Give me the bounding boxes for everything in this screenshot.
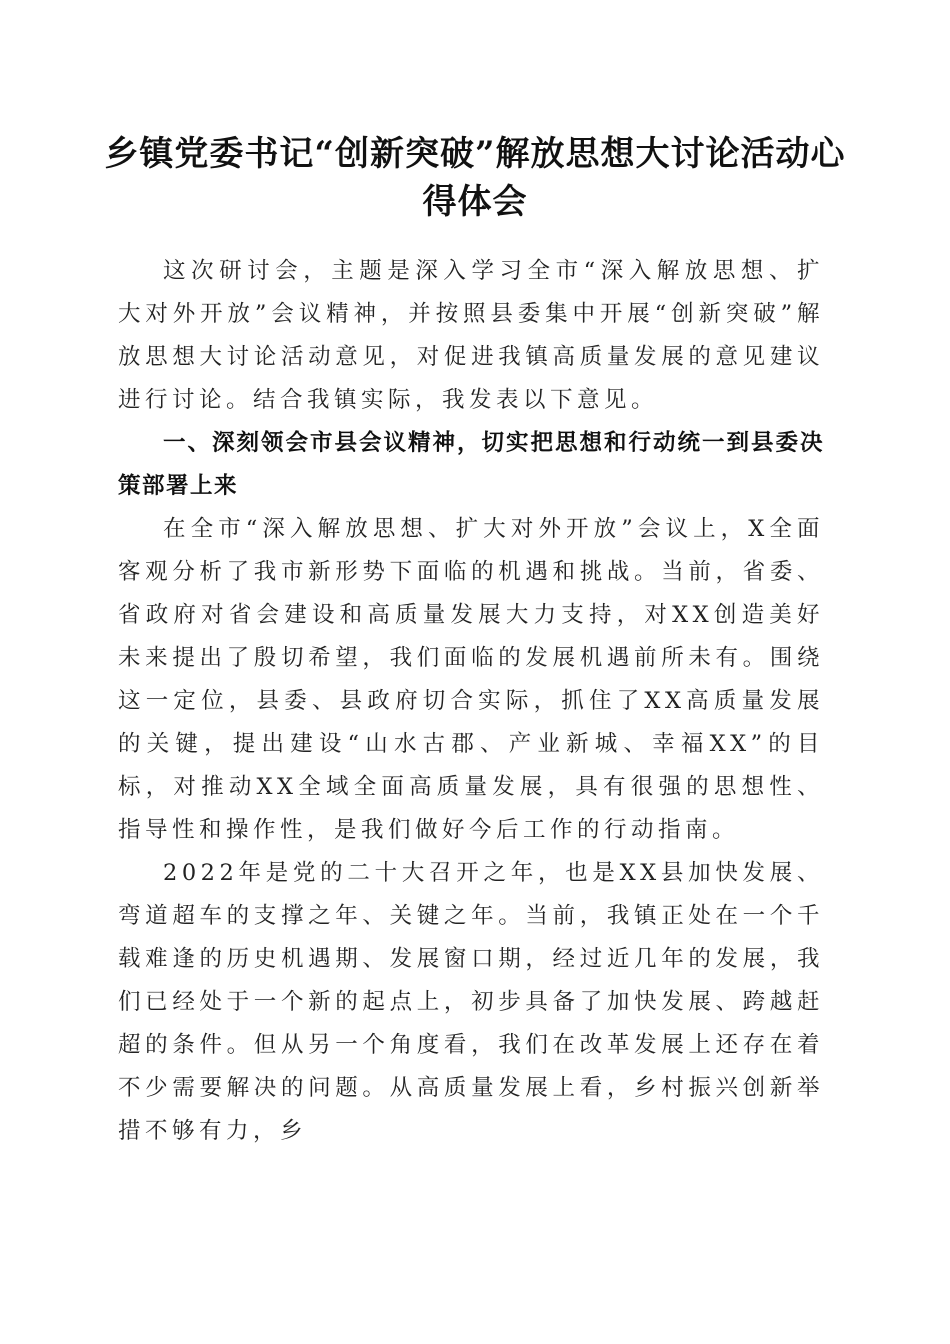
section-heading-1: 一、深刻领会市县会议精神，切实把思想和行动统一到县委决策部署上来 (118, 430, 824, 499)
paragraph-2022: 2022年是党的二十大召开之年，也是XX县加快发展、弯道超车的支撑之年、关键之年。当前，我镇正处在一个千载难逢的历史机遇期、发展窗口期，经过近几年的发展，我们已经处于一个新的起点上，初步具备了加快发展、跨越赶超的条件。但从另一个角度看，我们在改革发展上还存在着不少需要解决的问题。从高质量发展上看，乡村振兴创新举措不够有力，乡 (118, 860, 824, 1144)
paragraph-intro: 这次研讨会，主题是深入学习全市“深入解放思想、扩大对外开放”会议精神，并按照县委集中开展“创新突破”解放思想大讨论活动意见，对促进我镇高质量发展的意见建议进行讨论。结合我镇实际，我发表以下意见。 (118, 258, 824, 413)
document-title: 乡镇党委书记“创新突破”解放思想大讨论活动心得体会 (104, 134, 846, 222)
document-body (118, 250, 824, 1153)
paragraph-meeting-spirit: 在全市“深入解放思想、扩大对外开放”会议上，X全面客观分析了我市新形势下面临的机遇和挑战。当前，省委、省政府对省会建设和高质量发展大力支持，对XX创造美好未来提出了殷切希望，我们面临的发展机遇前所未有。围绕这一定位，县委、县政府切合实际，抓住了XX高质量发展的关键，提出建设“山水古郡、产业新城、幸福XX”的目标，对推动XX全域全面高质量发展，具有很强的思想性、指导性和操作性，是我们做好今后工作的行动指南。 (118, 516, 824, 843)
